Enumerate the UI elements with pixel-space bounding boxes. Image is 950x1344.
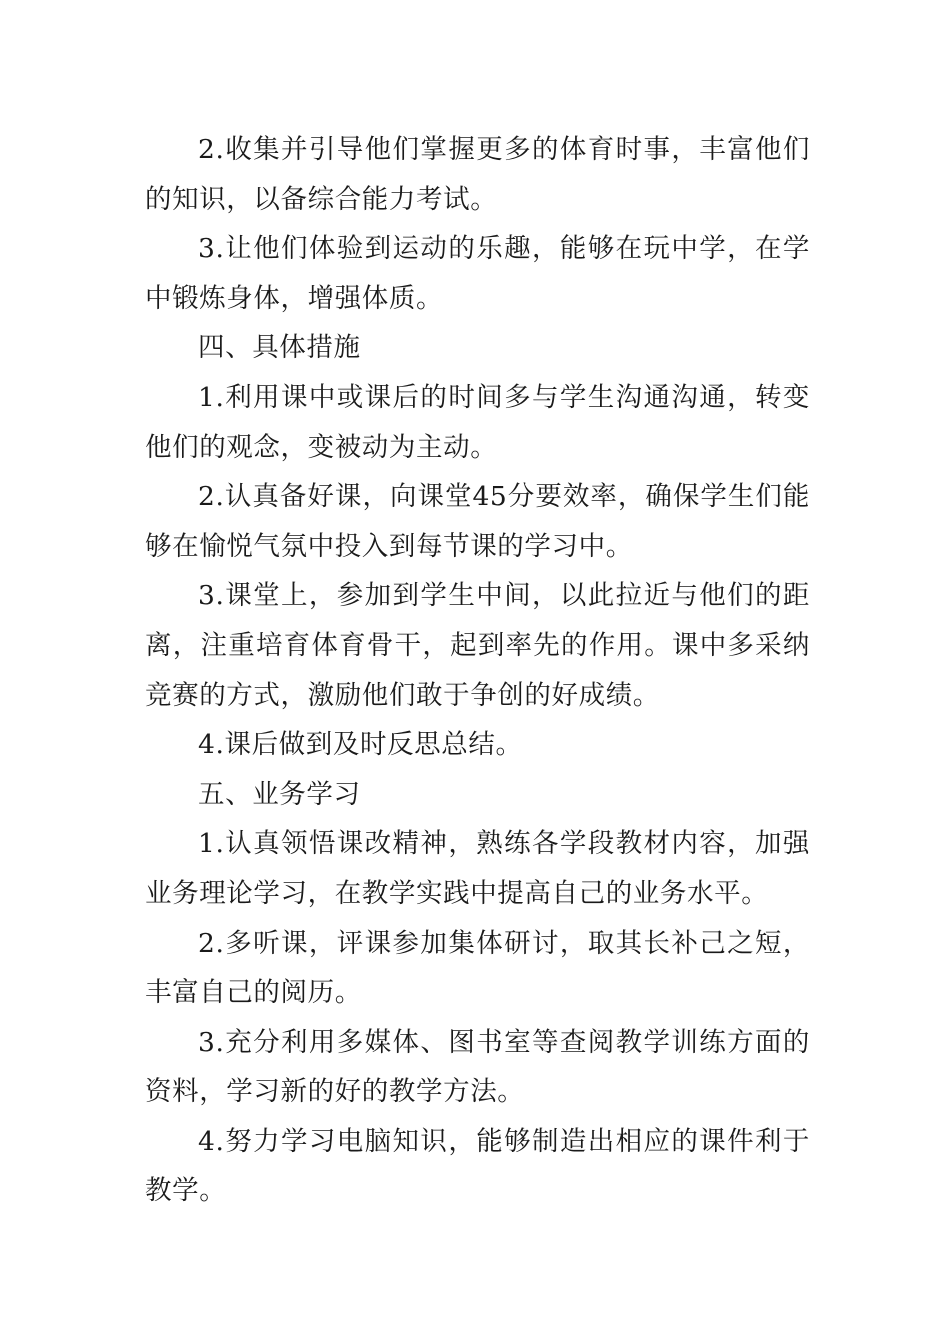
paragraph-study-1: 1.认真领悟课改精神，熟练各学段教材内容，加强业务理论学习，在教学实践中提高自己的业务水平。: [145, 828, 810, 909]
section-heading-study: 五、业务学习: [198, 778, 361, 810]
section-heading-measures: 四、具体措施: [198, 332, 361, 364]
paragraph-measure-1: 1.利用课中或课后的时间多与学生沟通沟通，转变他们的观念，变被动为主动。: [145, 381, 810, 463]
paragraph-goal-3: 3.让他们体验到运动的乐趣，能够在玩中学，在学中锻炼身体，增强体质。: [145, 233, 810, 314]
paragraph-goal-2: 2.收集并引导他们掌握更多的体育时事，丰富他们的知识，以备综合能力考试。: [145, 134, 810, 215]
paragraph-study-2: 2.多听课，评课参加集体研讨，取其长补己之短，丰富自己的阅历。: [145, 927, 810, 1009]
paragraph-measure-4: 4.课后做到及时反思总结。: [198, 729, 523, 761]
paragraph-study-4: 4.努力学习电脑知识，能够制造出相应的课件利于教学。: [145, 1125, 810, 1207]
paragraph-measure-2: 2.认真备好课，向课堂45分要效率，确保学生们能够在愉悦气氛中投入到每节课的学习中。: [145, 481, 810, 562]
document-page: [145, 125, 810, 1216]
paragraph-study-3: 3.充分利用多媒体、图书室等查阅教学训练方面的资料，学习新的好的教学方法。: [145, 1026, 810, 1108]
paragraph-measure-3: 3.课堂上，参加到学生中间，以此拉近与他们的距离，注重培育体育骨干，起到率先的作用。课中多采纳竞赛的方式，激励他们敢于争创的好成绩。: [145, 580, 810, 711]
